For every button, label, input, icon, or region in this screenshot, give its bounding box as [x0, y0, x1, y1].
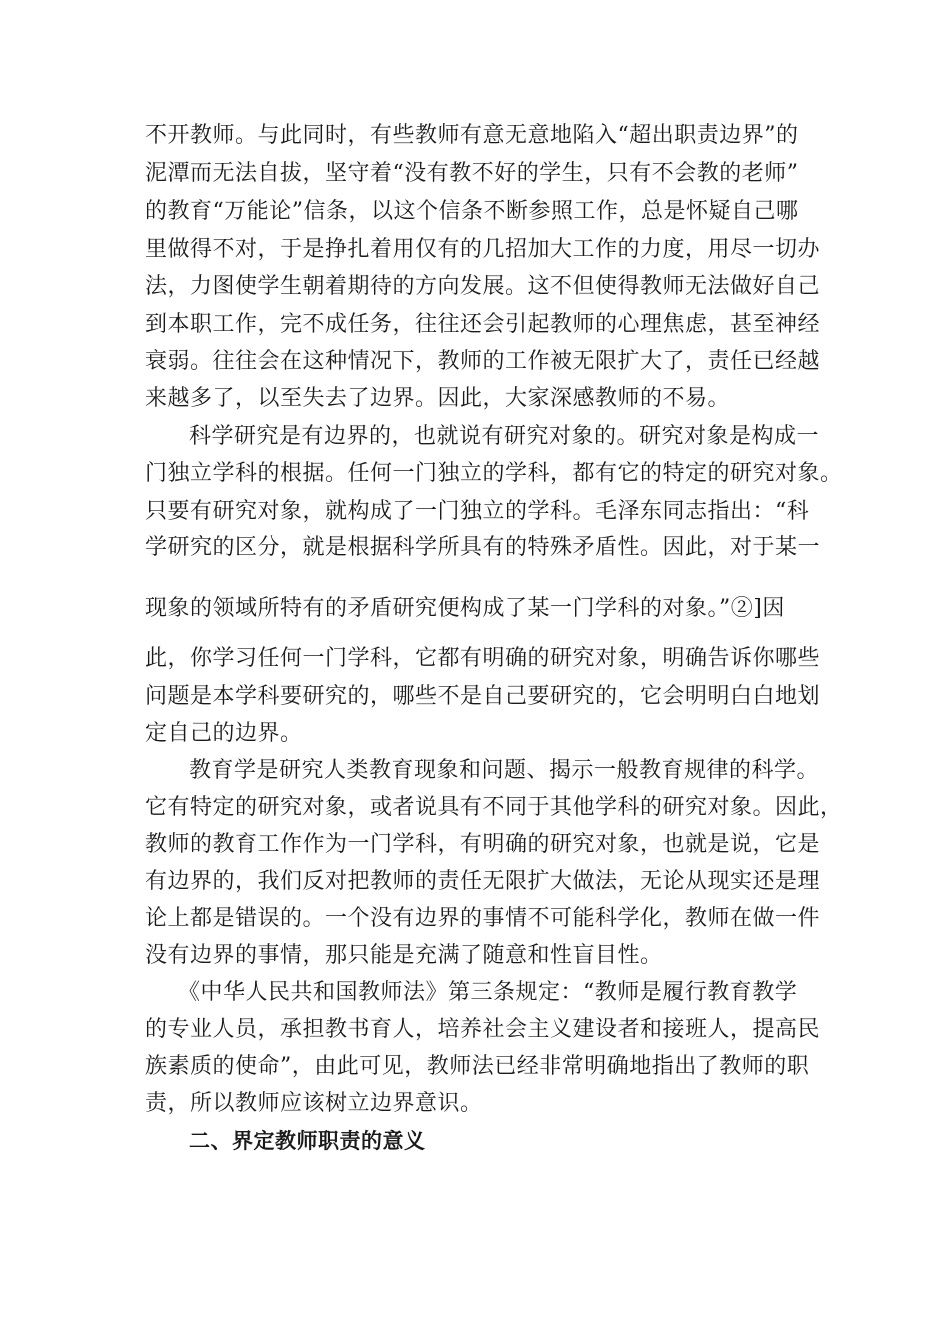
text-line: 论上都是错误的。一个没有边界的事情不可能科学化，教师在做一件	[145, 906, 821, 931]
text-line: 没有边界的事情，那只能是充满了随意和性盲目性。	[145, 943, 663, 968]
text-line: 只要有研究对象，就构成了一门独立的学科。毛泽东同志指出：“科	[145, 499, 810, 524]
text-line: 衰弱。往往会在这种情况下，教师的工作被无限扩大了，责任已经越	[145, 349, 821, 374]
text-line: 来越多了，以至失去了边界。因此，大家深感教师的不易。	[145, 386, 731, 411]
text-line: 门独立学科的根据。任何一门独立的学科，都有它的特定的研究对象。	[145, 461, 843, 486]
text-line: 定自己的边界。	[145, 721, 303, 746]
section-heading: 二、界定教师职责的意义	[189, 1129, 426, 1153]
text-line: 它有特定的研究对象，或者说具有不同于其他学科的研究对象。因此，	[145, 795, 843, 820]
text-line: 不开教师。与此同时，有些教师有意无意地陷入“超出职责边界”的	[145, 123, 799, 148]
text-line: 的教育“万能论”信条，以这个信条不断参照工作，总是怀疑自己哪	[145, 199, 799, 224]
paragraph-start: 《中华人民共和国教师法》第三条规定：“教师是履行教育教学	[178, 980, 798, 1005]
text-line: 族素质的使命”，由此可见，教师法已经非常明确地指出了教师的职	[145, 1054, 810, 1079]
text-line: 到本职工作，完不成任务，往往还会引起教师的心理焦虑，甚至神经	[145, 312, 821, 337]
text-line: 法，力图使学生朝着期待的方向发展。这不但使得教师无法做好自己	[145, 274, 821, 299]
text-line: 里做得不对，于是挣扎着用仅有的几招加大工作的力度，用尽一切办	[145, 237, 821, 262]
text-line: 责，所以教师应该树立边界意识。	[145, 1091, 483, 1116]
text-line: 的专业人员，承担教书育人，培养社会主义建设者和接班人，提高民	[145, 1017, 821, 1042]
text-line: 有边界的，我们反对把教师的责任无限扩大做法，无论从现实还是理	[145, 869, 821, 894]
text-line: 问题是本学科要研究的，哪些不是自己要研究的，它会明明白白地划	[145, 684, 821, 709]
text-line: 教师的教育工作作为一门学科，有明确的研究对象，也就是说，它是	[145, 832, 821, 857]
text-line: 学研究的区分，就是根据科学所具有的特殊矛盾性。因此，对于某一	[145, 535, 821, 560]
text-line: 现象的领域所特有的矛盾研究便构成了某一门学科的对象。”②]因	[145, 596, 785, 621]
text-line: 此，你学习任何一门学科，它都有明确的研究对象，明确告诉你哪些	[145, 646, 821, 671]
text-line: 泥潭而无法自拔，坚守着“没有教不好的学生，只有不会教的老师”	[145, 161, 799, 186]
paragraph-start: 教育学是研究人类教育现象和问题、揭示一般教育规律的科学。	[189, 758, 820, 783]
paragraph-start: 科学研究是有边界的，也就说有研究对象的。研究对象是构成一	[189, 424, 820, 449]
